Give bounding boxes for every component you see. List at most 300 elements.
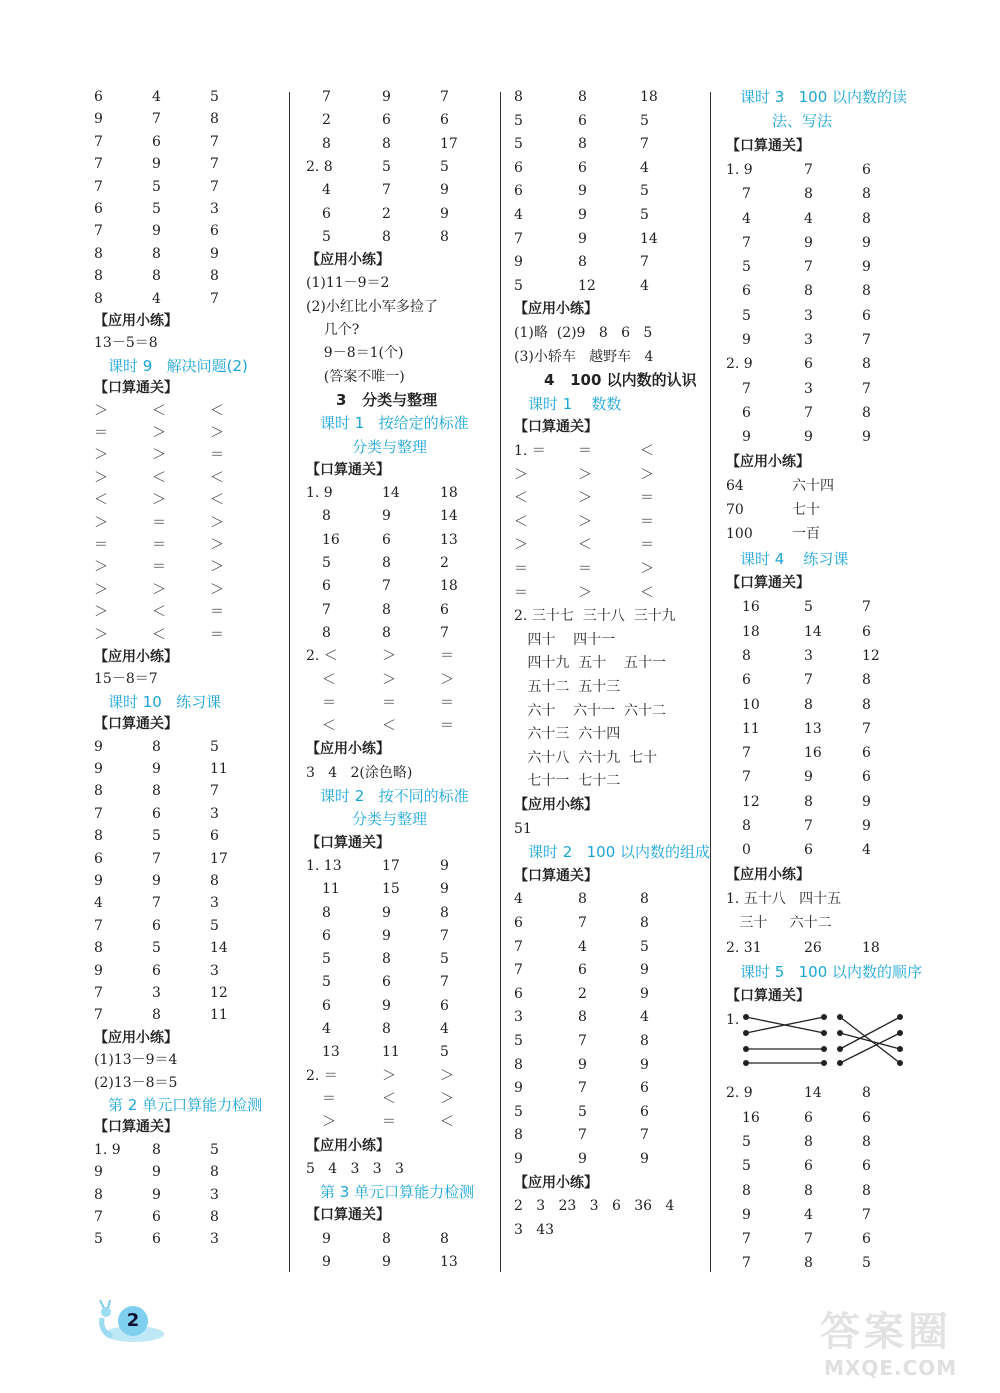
- answer-cell: 8: [382, 1230, 391, 1247]
- answer-cell: 6: [742, 404, 751, 421]
- answer-cell: 9: [804, 234, 813, 251]
- answer-cell: ＜: [322, 718, 336, 735]
- answer-cell: ＝: [322, 1090, 336, 1107]
- section-heading: 【口算通关】: [306, 1207, 390, 1224]
- section-heading: 【口算通关】: [94, 1119, 178, 1136]
- answer-cell: 5: [742, 1133, 751, 1150]
- answer-cell: ＝: [640, 537, 654, 554]
- answer-cell: 8: [152, 245, 161, 262]
- answer-cell: 5: [742, 1158, 751, 1175]
- answer-cell: 6: [382, 974, 391, 991]
- answer-cell: ＜: [440, 1114, 454, 1131]
- answer-cell: ＝: [210, 447, 224, 464]
- answer-cell: ＝: [578, 561, 592, 577]
- answer-cell: 9: [440, 205, 449, 222]
- answer-cell: 6: [578, 962, 587, 979]
- answer-cell: ＞: [440, 1090, 454, 1107]
- answer-cell: 8: [440, 228, 449, 245]
- answer-cell: 7: [94, 178, 103, 195]
- answer-text: (3)小轿车 越野车 4: [514, 348, 654, 365]
- answer-text: 3 4 2(涂色略): [306, 764, 413, 781]
- answer-cell: 7: [578, 915, 587, 931]
- answer-cell: 5: [440, 158, 449, 175]
- answer-cell: 6: [742, 672, 751, 689]
- answer-cell: 7: [742, 769, 751, 786]
- answer-cell: 9: [578, 1056, 587, 1073]
- answer-text: 51: [514, 820, 532, 837]
- answer-cell: 3: [210, 805, 219, 822]
- lesson-title: 第 3 单元口算能力检测: [320, 1183, 475, 1202]
- answer-cell: 9: [94, 761, 103, 777]
- answer-text: 1. 五十八 四十五: [726, 890, 842, 907]
- answer-cell: 8: [94, 290, 103, 307]
- answer-cell: 0: [742, 842, 751, 859]
- section-heading: 【应用小练】: [726, 866, 810, 883]
- answer-cell: ＜: [514, 490, 528, 507]
- answer-cell: 6: [862, 769, 871, 786]
- answer-cell: 17: [382, 857, 400, 874]
- answer-cell: 8: [862, 186, 871, 203]
- section-heading: 【应用小练】: [514, 301, 598, 318]
- answer-cell: 9: [382, 997, 391, 1014]
- answer-cell: 9: [640, 1151, 649, 1167]
- answer-cell: 2: [578, 985, 587, 1002]
- section-heading: 【应用小练】: [514, 797, 598, 813]
- answer-cell: ＜: [152, 604, 166, 621]
- answer-cell: 5: [640, 938, 649, 955]
- answer-cell: 8: [94, 1186, 103, 1203]
- answer-cell: 9: [152, 223, 161, 240]
- answer-cell: 100: [726, 526, 753, 543]
- answer-cell: 8: [322, 135, 331, 152]
- answer-cell: 12: [578, 277, 596, 294]
- answer-cell: 4: [804, 210, 813, 227]
- answer-cell: 8: [742, 1182, 751, 1199]
- answer-cell: 8: [94, 268, 103, 285]
- answer-cell: ＜: [210, 492, 224, 509]
- answer-cell: 9: [382, 89, 391, 105]
- section-heading: 【应用小练】: [94, 649, 178, 665]
- answer-cell: 6: [514, 183, 523, 200]
- answer-cell: ＜: [640, 443, 654, 459]
- answer-cell: 8: [152, 268, 161, 285]
- answer-cell: 9: [382, 1254, 391, 1270]
- answer-cell: 6: [322, 997, 331, 1014]
- answer-cell: 4: [322, 1021, 331, 1037]
- answer-cell: 8: [94, 245, 103, 262]
- answer-cell: 7: [804, 818, 813, 834]
- answer-cell: ＞: [152, 447, 166, 464]
- answer-cell: 7: [210, 178, 219, 195]
- answer-cell: 8: [322, 508, 331, 525]
- answer-cell: 6: [152, 1231, 161, 1248]
- answer-text: 15－8＝7: [94, 671, 158, 688]
- answer-cell: 9: [440, 857, 449, 874]
- answer-cell: ＜: [152, 402, 166, 419]
- answer-cell: 9: [862, 429, 871, 446]
- answer-cell: 7: [322, 601, 331, 618]
- answer-cell: 9: [804, 769, 813, 786]
- answer-cell: 18: [440, 485, 458, 502]
- answer-cell: 9: [742, 429, 751, 446]
- answer-cell: 2. 9: [726, 356, 753, 373]
- answer-cell: 2: [382, 205, 391, 222]
- answer-cell: 3: [210, 1186, 219, 1203]
- answer-cell: 4: [804, 1206, 813, 1223]
- answer-cell: 4: [322, 182, 331, 199]
- answer-cell: 7: [742, 380, 751, 397]
- answer-cell: 17: [440, 135, 458, 152]
- answer-cell: 9: [382, 508, 391, 525]
- answer-cell: 8: [862, 1182, 871, 1199]
- answer-cell: 8: [862, 1085, 871, 1102]
- answer-cell: 9: [440, 881, 449, 898]
- answer-cell: 1. 13: [306, 857, 342, 874]
- lesson-title: 课时 1 按给定的标准: [320, 414, 469, 433]
- answer-cell: 8: [322, 904, 331, 921]
- answer-cell: 8: [210, 873, 219, 889]
- answer-cell: 8: [578, 254, 587, 271]
- answer-cell: 7: [742, 234, 751, 251]
- lesson-title-cont: 分类与整理: [352, 810, 428, 829]
- answer-cell: 9: [640, 962, 649, 979]
- answer-cell: 6: [152, 133, 161, 150]
- answer-cell: 7: [514, 962, 523, 979]
- answer-cell: 6: [440, 601, 449, 618]
- answer-cell: 6: [862, 1158, 871, 1175]
- answer-cell: ＝: [440, 694, 454, 711]
- answer-cell: 9: [152, 1186, 161, 1203]
- answer-cell: 2. 9: [726, 1085, 753, 1102]
- answer-cell: 8: [152, 738, 161, 755]
- answer-cell: 5: [210, 738, 219, 755]
- answer-cell: 8: [210, 1164, 219, 1181]
- answer-text: 四十九 五十 五十一: [514, 655, 667, 672]
- answer-cell: ＜: [94, 492, 108, 509]
- answer-cell: 11: [742, 720, 760, 737]
- answer-cell: 7: [578, 1080, 587, 1097]
- answer-cell: 9: [94, 1164, 103, 1181]
- answer-cell: 5: [322, 951, 331, 968]
- answer-text: 三十 六十二: [726, 915, 832, 932]
- section-heading: 【口算通关】: [726, 575, 810, 591]
- lesson-title: 课时 9 解决问题(2): [108, 356, 248, 375]
- answer-cell: ＝: [382, 1114, 396, 1131]
- page-number: 2: [118, 1306, 148, 1336]
- lesson-title-cont: 分类与整理: [352, 437, 428, 456]
- answer-cell: 9: [152, 761, 161, 777]
- answer-cell: 9: [742, 332, 751, 348]
- answer-cell: 8: [152, 1141, 161, 1158]
- answer-cell: 8: [742, 818, 751, 834]
- answer-cell: 5: [742, 307, 751, 324]
- answer-cell: 14: [382, 485, 400, 502]
- section-heading: 【应用小练】: [306, 252, 390, 269]
- answer-cell: 5: [322, 228, 331, 245]
- answer-cell: 8: [862, 356, 871, 373]
- answer-cell: 8: [640, 891, 649, 908]
- answer-cell: 7: [152, 895, 161, 912]
- answer-cell: 9: [514, 254, 523, 271]
- answer-cell: 64: [726, 477, 744, 494]
- answer-cell: 3: [210, 201, 219, 217]
- answer-cell: 8: [210, 268, 219, 285]
- answer-text: 四十 四十一: [514, 631, 616, 648]
- answer-cell: 8: [804, 696, 813, 713]
- answer-cell: 8: [804, 283, 813, 300]
- answer-cell: ＞: [210, 537, 224, 553]
- answer-cell: 9: [152, 873, 161, 889]
- answer-text: 9－8＝1(个): [306, 345, 404, 362]
- answer-cell: 7: [578, 1127, 587, 1144]
- answer-cell: 7: [862, 332, 871, 348]
- answer-cell: 4: [640, 1009, 649, 1026]
- answer-cell: 6: [382, 531, 391, 548]
- answer-cell: 1. 9: [94, 1141, 121, 1158]
- answer-cell: 8: [862, 404, 871, 421]
- answer-cell: 5: [578, 1103, 587, 1120]
- answer-text: 六十八 六十九 七十: [514, 749, 658, 766]
- answer-cell: 70: [726, 502, 744, 519]
- answer-cell: ＞: [640, 561, 654, 577]
- answer-cell: 6: [862, 1109, 871, 1126]
- answer-cell: 14: [804, 1085, 822, 1102]
- answer-cell: 8: [862, 1133, 871, 1150]
- answer-cell: 16: [322, 531, 340, 548]
- answer-cell: 一百: [792, 526, 820, 543]
- answer-cell: 9: [94, 962, 103, 979]
- answer-cell: 4: [514, 207, 523, 223]
- answer-cell: ＞: [94, 469, 108, 486]
- answer-text: (1)11－9＝2: [306, 275, 390, 292]
- answer-cell: 5: [514, 136, 523, 153]
- answer-cell: 7: [94, 133, 103, 150]
- answer-cell: 5: [152, 828, 161, 845]
- answer-cell: 8: [578, 891, 587, 908]
- lesson-title-cont: 法、写法: [772, 112, 833, 131]
- answer-cell: 8: [322, 624, 331, 641]
- answer-cell: 9: [862, 793, 871, 810]
- answer-cell: 8: [804, 793, 813, 810]
- answer-cell: ＞: [578, 584, 592, 601]
- answer-cell: 7: [382, 578, 391, 595]
- answer-cell: 16: [742, 599, 760, 616]
- answer-cell: ＝: [440, 718, 454, 735]
- answer-cell: 7: [94, 805, 103, 822]
- answer-cell: 7: [578, 1033, 587, 1049]
- answer-cell: 11: [382, 1044, 400, 1061]
- answer-cell: 8: [804, 186, 813, 203]
- answer-cell: 6: [804, 356, 813, 373]
- answer-cell: 2. 31: [726, 939, 762, 956]
- answer-cell: 9: [640, 985, 649, 1002]
- answer-cell: 7: [804, 259, 813, 276]
- answer-cell: 14: [640, 230, 658, 247]
- answer-cell: 6: [94, 89, 103, 105]
- answer-cell: ＝: [640, 513, 654, 530]
- answer-cell: 2. 8: [306, 158, 333, 175]
- answer-cell: 18: [440, 578, 458, 595]
- answer-cell: 5: [152, 940, 161, 957]
- answer-cell: 4: [152, 89, 161, 105]
- answer-cell: 9: [94, 111, 103, 128]
- answer-cell: 7: [210, 783, 219, 800]
- answer-cell: 8: [514, 1056, 523, 1073]
- answer-cell: 6: [742, 283, 751, 300]
- answer-cell: 7: [94, 985, 103, 1001]
- answer-cell: 8: [382, 555, 391, 571]
- answer-cell: 8: [514, 89, 523, 105]
- answer-cell: ＜: [322, 671, 336, 688]
- answer-cell: 14: [210, 940, 228, 957]
- answer-cell: 9: [578, 207, 587, 223]
- answer-cell: ＞: [578, 513, 592, 530]
- answer-cell: 8: [94, 940, 103, 957]
- answer-cell: 5: [210, 89, 219, 105]
- answer-cell: 5: [322, 555, 331, 571]
- answer-cell: 6: [210, 223, 219, 240]
- section-heading: 【口算通关】: [306, 461, 390, 478]
- lesson-title: 课时 10 练习课: [108, 692, 222, 711]
- answer-cell: 7: [440, 974, 449, 991]
- answer-cell: 5: [804, 599, 813, 616]
- answer-cell: 6: [322, 578, 331, 595]
- answer-cell: ＞: [210, 514, 224, 531]
- answer-cell: ＜: [382, 718, 396, 735]
- section-heading: 【口算通关】: [94, 716, 178, 733]
- section-heading: 【应用小练】: [94, 313, 178, 329]
- answer-cell: 26: [804, 939, 822, 956]
- answer-cell: 5: [742, 259, 751, 276]
- answer-cell: ＞: [94, 447, 108, 464]
- answer-text: 13－5＝8: [94, 335, 158, 352]
- answer-cell: 4: [862, 842, 871, 859]
- answer-cell: 7: [640, 254, 649, 271]
- answer-cell: ＞: [210, 581, 224, 598]
- answer-cell: 4: [152, 290, 161, 307]
- watermark: [820, 1300, 990, 1385]
- answer-cell: 7: [210, 156, 219, 173]
- answer-cell: 6: [578, 112, 587, 129]
- answer-cell: 9: [322, 1254, 331, 1270]
- answer-cell: 18: [742, 623, 760, 640]
- answer-text: (1)13－9＝4: [94, 1052, 178, 1069]
- answer-cell: 5: [210, 917, 219, 934]
- answer-cell: 4: [514, 891, 523, 908]
- answer-cell: 8: [382, 135, 391, 152]
- answer-cell: 7: [514, 938, 523, 955]
- answer-cell: 8: [382, 1021, 391, 1037]
- answer-cell: 13: [440, 1254, 458, 1270]
- answer-cell: 8: [94, 828, 103, 845]
- answer-cell: 8: [742, 647, 751, 664]
- lesson-title: 第 2 单元口算能力检测: [108, 1096, 263, 1114]
- answer-cell: ＞: [440, 671, 454, 688]
- answer-cell: ＞: [578, 490, 592, 507]
- lesson-title: 课时 3 100 以内数的读: [740, 88, 908, 106]
- answer-cell: 9: [322, 1230, 331, 1247]
- answer-cell: 7: [94, 1007, 103, 1024]
- answer-cell: 7: [862, 720, 871, 737]
- answer-cell: ＞: [322, 1114, 336, 1131]
- answer-cell: 14: [440, 508, 458, 525]
- answer-cell: 11: [322, 881, 340, 898]
- answer-cell: 7: [742, 1231, 751, 1248]
- answer-cell: 5: [514, 1033, 523, 1049]
- answer-cell: 9: [514, 1080, 523, 1097]
- answer-cell: 7: [804, 672, 813, 689]
- lesson-title: 课时 4 练习课: [740, 549, 849, 568]
- answer-cell: ＝: [640, 490, 654, 507]
- answer-cell: ＞: [94, 581, 108, 598]
- answer-cell: ＞: [578, 466, 592, 483]
- answer-cell: ＜: [514, 513, 528, 530]
- answer-cell: 6: [640, 1080, 649, 1097]
- answer-cell: 4: [94, 895, 103, 912]
- answer-cell: 7: [94, 156, 103, 173]
- answer-cell: 8: [862, 210, 871, 227]
- answer-cell: 8: [862, 696, 871, 713]
- column-divider: [710, 92, 711, 1272]
- answer-cell: 8: [440, 904, 449, 921]
- answer-cell: ＞: [640, 466, 654, 483]
- answer-cell: 8: [804, 1133, 813, 1150]
- answer-cell: 8: [862, 283, 871, 300]
- answer-cell: 6: [152, 962, 161, 979]
- lesson-title: 课时 2 按不同的标准: [320, 787, 469, 805]
- answer-cell: 6: [440, 112, 449, 129]
- answer-cell: 8: [210, 111, 219, 128]
- answer-cell: 8: [640, 915, 649, 931]
- answer-cell: 13: [322, 1044, 340, 1061]
- answer-text: (2)13－8＝5: [94, 1074, 178, 1091]
- answer-cell: 8: [94, 783, 103, 800]
- answer-cell: ＜: [152, 626, 166, 643]
- section-heading: 【应用小练】: [514, 1174, 598, 1191]
- answer-cell: ＝: [322, 694, 336, 711]
- answer-cell: 3: [152, 985, 161, 1001]
- answer-cell: 6: [152, 1209, 161, 1225]
- section-heading: 【口算通关】: [306, 834, 390, 851]
- watermark-url: MXQE.COM: [824, 1356, 958, 1380]
- answer-cell: ＞: [440, 1067, 454, 1084]
- answer-cell: ＜: [578, 537, 592, 554]
- answer-cell: 6: [578, 159, 587, 176]
- answer-text: 5 4 3 3 3: [306, 1160, 404, 1177]
- answer-cell: 5: [640, 207, 649, 223]
- answer-text: (2)小红比小军多捡了: [306, 298, 438, 315]
- answer-cell: 17: [210, 850, 228, 867]
- answer-cell: 3: [804, 307, 813, 324]
- answer-cell: 7: [804, 161, 813, 178]
- answer-cell: 14: [804, 623, 822, 640]
- answer-cell: 6: [804, 842, 813, 859]
- answer-cell: 7: [94, 223, 103, 240]
- answer-cell: ＞: [514, 537, 528, 554]
- answer-cell: ＝: [152, 514, 166, 531]
- answer-cell: 3: [804, 647, 813, 664]
- answer-cell: 6: [514, 985, 523, 1002]
- answer-cell: 9: [578, 183, 587, 200]
- answer-cell: 6: [94, 201, 103, 217]
- answer-cell: 6: [862, 745, 871, 762]
- section-heading: 【应用小练】: [726, 453, 810, 470]
- lesson-title: 课时 1 数数: [528, 394, 622, 413]
- answer-cell: 6: [862, 161, 871, 178]
- answer-cell: 9: [862, 818, 871, 834]
- answer-cell: ＞: [210, 559, 224, 576]
- answer-cell: 5: [322, 974, 331, 991]
